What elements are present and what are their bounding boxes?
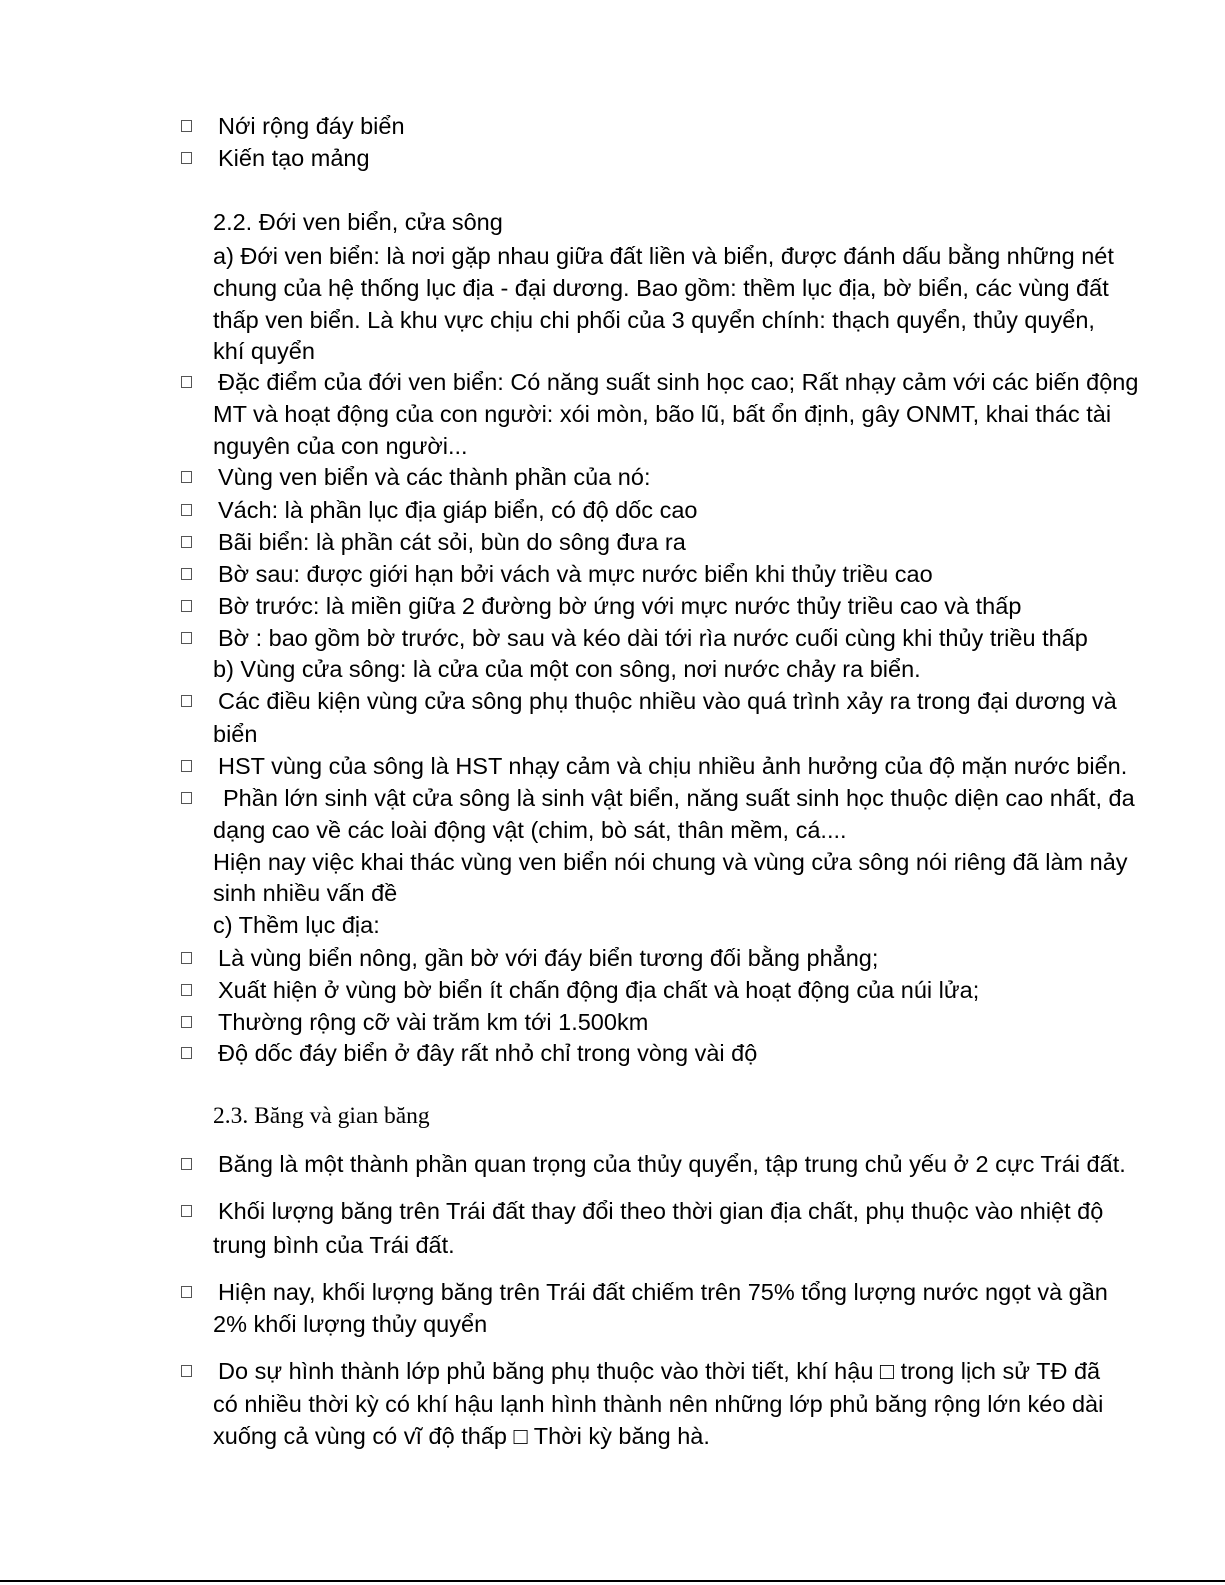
paragraph-line: thấp ven biển. Là khu vực chịu chi phối của 3 quyển chính: thạch quyển, thủy quyển, [213,307,1095,333]
bullet-box-icon [181,1205,192,1217]
bullet-box-icon [181,568,192,580]
bullet-item: Bờ sau: được giới hạn bởi vách và mực nước biển khi thủy triều cao [218,561,933,587]
bullet-item: Do sự hình thành lớp phủ băng phụ thuộc vào thời tiết, khí hậu □ trong lịch sử TĐ đã [218,1358,1101,1384]
paragraph-line: b) Vùng cửa sông: là cửa của một con sông, nơi nước chảy ra biển. [213,656,921,682]
bullet-box-icon [181,471,192,483]
bullet-box-icon [181,632,192,644]
bullet-item: Độ dốc đáy biển ở đây rất nhỏ chỉ trong vòng vài độ [218,1040,758,1066]
bullet-box-icon [181,120,192,132]
bullet-box-icon [181,504,192,516]
section-heading: 2.3. Băng và gian băng [213,1103,430,1129]
bullet-box-icon [181,376,192,388]
bullet-box-icon [181,600,192,612]
bullet-item: Hiện nay, khối lượng băng trên Trái đất chiếm trên 75% tổng lượng nước ngọt và gần [218,1279,1108,1305]
bullet-item: Bờ : bao gồm bờ trước, bờ sau và kéo dài tới rìa nước cuối cùng khi thủy triều thấp [218,625,1088,651]
paragraph-line: chung của hệ thống lục địa - đại dương. Bao gồm: thềm lục địa, bờ biển, các vùng đất [213,275,1109,301]
bullet-item: Xuất hiện ở vùng bờ biển ít chấn động địa chất và hoạt động của núi lửa; [218,977,980,1003]
bullet-item: Thường rộng cỡ vài trăm km tới 1.500km [218,1009,649,1035]
paragraph-line: Hiện nay việc khai thác vùng ven biển nói chung và vùng cửa sông nói riêng đã làm nảy [213,849,1128,875]
bullet-box-icon [181,695,192,707]
bullet-item: Đặc điểm của đới ven biển: Có năng suất sinh học cao; Rất nhạy cảm với các biến động [218,369,1139,395]
bullet-box-icon [181,1365,192,1377]
bullet-item: Vùng ven biển và các thành phần của nó: [218,464,651,490]
bullet-item: Băng là một thành phần quan trọng của thủy quyển, tập trung chủ yếu ở 2 cực Trái đất. [218,1151,1126,1177]
bullet-continuation: nguyên của con người... [213,433,468,459]
bullet-item: Bờ trước: là miền giữa 2 đường bờ ứng với mực nước thủy triều cao và thấp [218,593,1022,619]
bullet-box-icon [181,1016,192,1028]
bullet-box-icon [181,1158,192,1170]
bullet-box-icon [181,952,192,964]
bullet-item: Vách: là phần lục địa giáp biển, có độ dốc cao [218,497,698,523]
bullet-item: Bãi biển: là phần cát sỏi, bùn do sông đưa ra [218,529,686,555]
bullet-box-icon [181,1286,192,1298]
bullet-box-icon [181,1047,192,1059]
subsection-heading: c) Thềm lục địa: [213,912,380,938]
paragraph-line: khí quyển [213,338,315,364]
bullet-box-icon [181,984,192,996]
bullet-box-icon [181,760,192,772]
paragraph-line: a) Đới ven biển: là nơi gặp nhau giữa đất liền và biển, được đánh dấu bằng những nét [213,243,1114,269]
bullet-continuation: dạng cao về các loài động vật (chim, bò sát, thân mềm, cá.... [213,817,847,843]
bullet-box-icon [181,792,192,804]
bullet-continuation: trung bình của Trái đất. [213,1232,455,1258]
bullet-continuation: MT và hoạt động của con người: xói mòn, bão lũ, bất ổn định, gây ONMT, khai thác tài [213,401,1112,427]
bullet-item: Kiến tạo mảng [218,145,370,171]
bullet-item: Khối lượng băng trên Trái đất thay đổi theo thời gian địa chất, phụ thuộc vào nhiệt độ [218,1198,1104,1224]
bullet-continuation: 2% khối lượng thủy quyển [213,1311,488,1337]
bullet-box-icon [181,536,192,548]
bullet-item: Là vùng biển nông, gần bờ với đáy biển tương đối bằng phẳng; [218,945,879,971]
bullet-continuation: biển [213,721,258,747]
bullet-item: HST vùng của sông là HST nhạy cảm và chịu nhiều ảnh hưởng của độ mặn nước biển. [218,753,1128,779]
bullet-item: Nới rộng đáy biển [218,113,405,139]
bullet-box-icon [181,152,192,164]
paragraph-line: sinh nhiều vấn đề [213,880,398,906]
bullet-continuation: xuống cả vùng có vĩ độ thấp □ Thời kỳ băng hà. [213,1423,710,1449]
bullet-continuation: có nhiều thời kỳ có khí hậu lạnh hình thành nên những lớp phủ băng rộng lớn kéo dài [213,1391,1104,1417]
section-heading: 2.2. Đới ven biển, cửa sông [213,209,503,235]
bullet-item: Phần lớn sinh vật cửa sông là sinh vật biển, năng suất sinh học thuộc diện cao nhất, đa [223,785,1135,811]
page-bottom-rule [0,1580,1225,1582]
bullet-item: Các điều kiện vùng cửa sông phụ thuộc nhiều vào quá trình xảy ra trong đại dương và [218,688,1117,714]
